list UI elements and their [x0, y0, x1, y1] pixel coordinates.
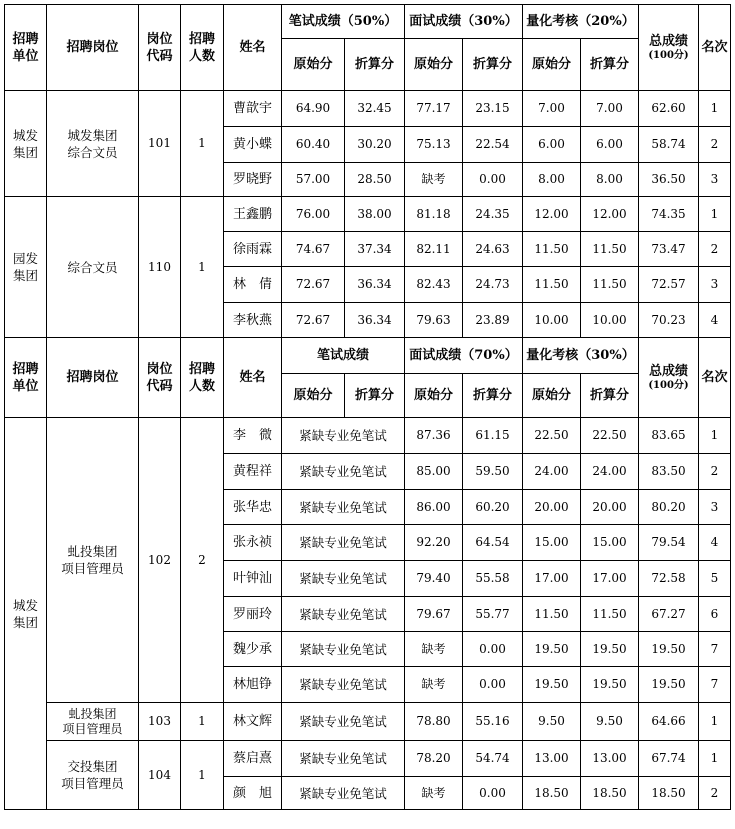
unit-cell: 园发 集团 [5, 197, 47, 338]
name-cell: 王鑫鹏 [224, 197, 282, 232]
post-cell: 城发集团 综合文员 [47, 91, 139, 197]
code-cell: 102 [139, 418, 181, 703]
count-cell: 1 [181, 197, 224, 338]
header-written-raw: 原始分 [282, 374, 345, 418]
quant-raw-cell: 6.00 [523, 127, 581, 163]
header-post: 招聘岗位 [47, 338, 139, 418]
quant-raw-cell: 10.00 [523, 303, 581, 338]
quant-conv-cell: 11.50 [581, 267, 639, 303]
exempt-note: 紧缺专业免笔试 [282, 525, 405, 561]
interview-conv-cell: 0.00 [463, 163, 523, 197]
quant-raw-cell: 19.50 [523, 667, 581, 703]
written-conv-cell: 37.34 [345, 232, 405, 267]
rank-cell: 7 [699, 632, 731, 667]
header-quant-conv: 折算分 [581, 39, 639, 91]
interview-raw-cell: 缺考 [405, 777, 463, 810]
written-raw-cell: 57.00 [282, 163, 345, 197]
name-cell: 林 倩 [224, 267, 282, 303]
interview-raw-cell: 缺考 [405, 163, 463, 197]
quant-raw-cell: 24.00 [523, 454, 581, 490]
code-cell: 110 [139, 197, 181, 338]
interview-conv-cell: 22.54 [463, 127, 523, 163]
name-cell: 黄程祥 [224, 454, 282, 490]
interview-raw-cell: 79.67 [405, 597, 463, 632]
name-cell: 张华忠 [224, 490, 282, 525]
total-cell: 18.50 [639, 777, 699, 810]
quant-conv-cell: 6.00 [581, 127, 639, 163]
interview-raw-cell: 82.43 [405, 267, 463, 303]
written-conv-cell: 38.00 [345, 197, 405, 232]
interview-conv-cell: 23.15 [463, 91, 523, 127]
code-cell: 103 [139, 703, 181, 741]
header-rank: 名次 [699, 338, 731, 418]
post-cell: 交投集团 项目管理员 [47, 741, 139, 810]
name-cell: 曹歆宇 [224, 91, 282, 127]
interview-raw-cell: 92.20 [405, 525, 463, 561]
interview-conv-cell: 61.15 [463, 418, 523, 454]
interview-conv-cell: 0.00 [463, 632, 523, 667]
table-row [5, 197, 731, 232]
interview-raw-cell: 81.18 [405, 197, 463, 232]
header-written: 笔试成绩（50%） [282, 5, 405, 39]
quant-raw-cell: 9.50 [523, 703, 581, 741]
name-cell: 罗丽玲 [224, 597, 282, 632]
rank-cell: 3 [699, 490, 731, 525]
quant-raw-cell: 12.00 [523, 197, 581, 232]
quant-conv-cell: 8.00 [581, 163, 639, 197]
rank-cell: 3 [699, 163, 731, 197]
quant-conv-cell: 10.00 [581, 303, 639, 338]
interview-conv-cell: 55.58 [463, 561, 523, 597]
post-cell: 综合文员 [47, 197, 139, 338]
exempt-note: 紧缺专业免笔试 [282, 703, 405, 741]
table-row [5, 91, 731, 127]
header-written-conv: 折算分 [345, 374, 405, 418]
header-quant: 量化考核（20%） [523, 5, 639, 39]
interview-conv-cell: 24.63 [463, 232, 523, 267]
exempt-note: 紧缺专业免笔试 [282, 597, 405, 632]
quant-raw-cell: 22.50 [523, 418, 581, 454]
header-count: 招聘 人数 [181, 338, 224, 418]
quant-raw-cell: 11.50 [523, 597, 581, 632]
quant-conv-cell: 17.00 [581, 561, 639, 597]
quant-raw-cell: 17.00 [523, 561, 581, 597]
rank-cell: 5 [699, 561, 731, 597]
name-cell: 李秋燕 [224, 303, 282, 338]
quant-conv-cell: 19.50 [581, 667, 639, 703]
quant-raw-cell: 13.00 [523, 741, 581, 777]
quant-conv-cell: 18.50 [581, 777, 639, 810]
interview-raw-cell: 缺考 [405, 667, 463, 703]
quant-conv-cell: 11.50 [581, 597, 639, 632]
total-cell: 64.66 [639, 703, 699, 741]
quant-conv-cell: 19.50 [581, 632, 639, 667]
total-cell: 36.50 [639, 163, 699, 197]
interview-raw-cell: 79.40 [405, 561, 463, 597]
header-interview: 面试成绩（30%） [405, 5, 523, 39]
quant-conv-cell: 9.50 [581, 703, 639, 741]
quant-conv-cell: 15.00 [581, 525, 639, 561]
written-raw-cell: 74.67 [282, 232, 345, 267]
interview-raw-cell: 缺考 [405, 632, 463, 667]
header-total: 总成绩 (100分) [639, 338, 699, 418]
total-cell: 62.60 [639, 91, 699, 127]
header-row-1 [5, 338, 731, 374]
quant-raw-cell: 20.00 [523, 490, 581, 525]
header-count: 招聘 人数 [181, 5, 224, 91]
header-total: 总成绩 (100分) [639, 5, 699, 91]
name-cell: 颜 旭 [224, 777, 282, 810]
interview-raw-cell: 77.17 [405, 91, 463, 127]
interview-raw-cell: 75.13 [405, 127, 463, 163]
unit-cell: 城发 集团 [5, 418, 47, 810]
interview-conv-cell: 60.20 [463, 490, 523, 525]
total-cell: 67.27 [639, 597, 699, 632]
table-row [5, 418, 731, 454]
total-cell: 70.23 [639, 303, 699, 338]
written-conv-cell: 30.20 [345, 127, 405, 163]
quant-raw-cell: 19.50 [523, 632, 581, 667]
interview-conv-cell: 24.35 [463, 197, 523, 232]
score-table [4, 4, 731, 810]
written-raw-cell: 76.00 [282, 197, 345, 232]
rank-cell: 6 [699, 597, 731, 632]
header-code: 岗位 代码 [139, 338, 181, 418]
exempt-note: 紧缺专业免笔试 [282, 777, 405, 810]
name-cell: 蔡启熹 [224, 741, 282, 777]
name-cell: 林文辉 [224, 703, 282, 741]
header-name: 姓名 [224, 338, 282, 418]
header-post: 招聘岗位 [47, 5, 139, 91]
count-cell: 1 [181, 741, 224, 810]
header-quant-raw: 原始分 [523, 374, 581, 418]
quant-conv-cell: 11.50 [581, 232, 639, 267]
post-cell: 虬投集团 项目管理员 [47, 703, 139, 741]
rank-cell: 4 [699, 525, 731, 561]
header-interview-conv: 折算分 [463, 39, 523, 91]
header-written-conv: 折算分 [345, 39, 405, 91]
rank-cell: 1 [699, 197, 731, 232]
name-cell: 李 微 [224, 418, 282, 454]
header-unit: 招聘 单位 [5, 5, 47, 91]
table-row [5, 741, 731, 777]
interview-conv-cell: 23.89 [463, 303, 523, 338]
interview-raw-cell: 87.36 [405, 418, 463, 454]
count-cell: 2 [181, 418, 224, 703]
written-conv-cell: 36.34 [345, 303, 405, 338]
written-conv-cell: 36.34 [345, 267, 405, 303]
header-interview-raw: 原始分 [405, 39, 463, 91]
rank-cell: 2 [699, 232, 731, 267]
rank-cell: 1 [699, 91, 731, 127]
exempt-note: 紧缺专业免笔试 [282, 418, 405, 454]
rank-cell: 3 [699, 267, 731, 303]
header-quant: 量化考核（30%） [523, 338, 639, 374]
header-rank: 名次 [699, 5, 731, 91]
code-cell: 104 [139, 741, 181, 810]
header-written: 笔试成绩 [282, 338, 405, 374]
quant-conv-cell: 20.00 [581, 490, 639, 525]
interview-conv-cell: 0.00 [463, 667, 523, 703]
rank-cell: 4 [699, 303, 731, 338]
total-cell: 83.65 [639, 418, 699, 454]
header-quant-conv: 折算分 [581, 374, 639, 418]
interview-raw-cell: 78.80 [405, 703, 463, 741]
total-cell: 80.20 [639, 490, 699, 525]
header-written-raw: 原始分 [282, 39, 345, 91]
quant-conv-cell: 12.00 [581, 197, 639, 232]
header-interview-raw: 原始分 [405, 374, 463, 418]
header-unit: 招聘 单位 [5, 338, 47, 418]
name-cell: 黄小蝶 [224, 127, 282, 163]
table-row [5, 703, 731, 741]
exempt-note: 紧缺专业免笔试 [282, 561, 405, 597]
total-cell: 19.50 [639, 632, 699, 667]
quant-conv-cell: 7.00 [581, 91, 639, 127]
header-code: 岗位 代码 [139, 5, 181, 91]
code-cell: 101 [139, 91, 181, 197]
total-cell: 73.47 [639, 232, 699, 267]
name-cell: 张永祯 [224, 525, 282, 561]
name-cell: 叶钟汕 [224, 561, 282, 597]
rank-cell: 2 [699, 454, 731, 490]
name-cell: 徐雨霖 [224, 232, 282, 267]
interview-raw-cell: 78.20 [405, 741, 463, 777]
interview-conv-cell: 55.16 [463, 703, 523, 741]
post-cell: 虬投集团 项目管理员 [47, 418, 139, 703]
written-raw-cell: 64.90 [282, 91, 345, 127]
header-name: 姓名 [224, 5, 282, 91]
interview-raw-cell: 82.11 [405, 232, 463, 267]
interview-conv-cell: 64.54 [463, 525, 523, 561]
exempt-note: 紧缺专业免笔试 [282, 490, 405, 525]
written-conv-cell: 32.45 [345, 91, 405, 127]
exempt-note: 紧缺专业免笔试 [282, 454, 405, 490]
header-quant-raw: 原始分 [523, 39, 581, 91]
total-cell: 72.58 [639, 561, 699, 597]
interview-conv-cell: 59.50 [463, 454, 523, 490]
exempt-note: 紧缺专业免笔试 [282, 632, 405, 667]
total-cell: 67.74 [639, 741, 699, 777]
total-cell: 72.57 [639, 267, 699, 303]
rank-cell: 1 [699, 703, 731, 741]
quant-raw-cell: 18.50 [523, 777, 581, 810]
name-cell: 魏少承 [224, 632, 282, 667]
name-cell: 林旭铮 [224, 667, 282, 703]
quant-conv-cell: 22.50 [581, 418, 639, 454]
written-raw-cell: 72.67 [282, 267, 345, 303]
rank-cell: 1 [699, 741, 731, 777]
unit-cell: 城发 集团 [5, 91, 47, 197]
quant-raw-cell: 7.00 [523, 91, 581, 127]
header-interview-conv: 折算分 [463, 374, 523, 418]
exempt-note: 紧缺专业免笔试 [282, 667, 405, 703]
quant-conv-cell: 13.00 [581, 741, 639, 777]
quant-conv-cell: 24.00 [581, 454, 639, 490]
written-raw-cell: 72.67 [282, 303, 345, 338]
quant-raw-cell: 11.50 [523, 267, 581, 303]
total-cell: 74.35 [639, 197, 699, 232]
written-conv-cell: 28.50 [345, 163, 405, 197]
header-row-1 [5, 5, 731, 39]
total-cell: 83.50 [639, 454, 699, 490]
interview-raw-cell: 79.63 [405, 303, 463, 338]
quant-raw-cell: 15.00 [523, 525, 581, 561]
total-cell: 19.50 [639, 667, 699, 703]
name-cell: 罗晓野 [224, 163, 282, 197]
total-cell: 79.54 [639, 525, 699, 561]
interview-conv-cell: 24.73 [463, 267, 523, 303]
rank-cell: 7 [699, 667, 731, 703]
interview-conv-cell: 55.77 [463, 597, 523, 632]
interview-conv-cell: 0.00 [463, 777, 523, 810]
count-cell: 1 [181, 703, 224, 741]
count-cell: 1 [181, 91, 224, 197]
total-cell: 58.74 [639, 127, 699, 163]
interview-conv-cell: 54.74 [463, 741, 523, 777]
quant-raw-cell: 11.50 [523, 232, 581, 267]
written-raw-cell: 60.40 [282, 127, 345, 163]
exempt-note: 紧缺专业免笔试 [282, 741, 405, 777]
rank-cell: 2 [699, 127, 731, 163]
rank-cell: 1 [699, 418, 731, 454]
interview-raw-cell: 86.00 [405, 490, 463, 525]
interview-raw-cell: 85.00 [405, 454, 463, 490]
quant-raw-cell: 8.00 [523, 163, 581, 197]
header-interview: 面试成绩（70%） [405, 338, 523, 374]
rank-cell: 2 [699, 777, 731, 810]
